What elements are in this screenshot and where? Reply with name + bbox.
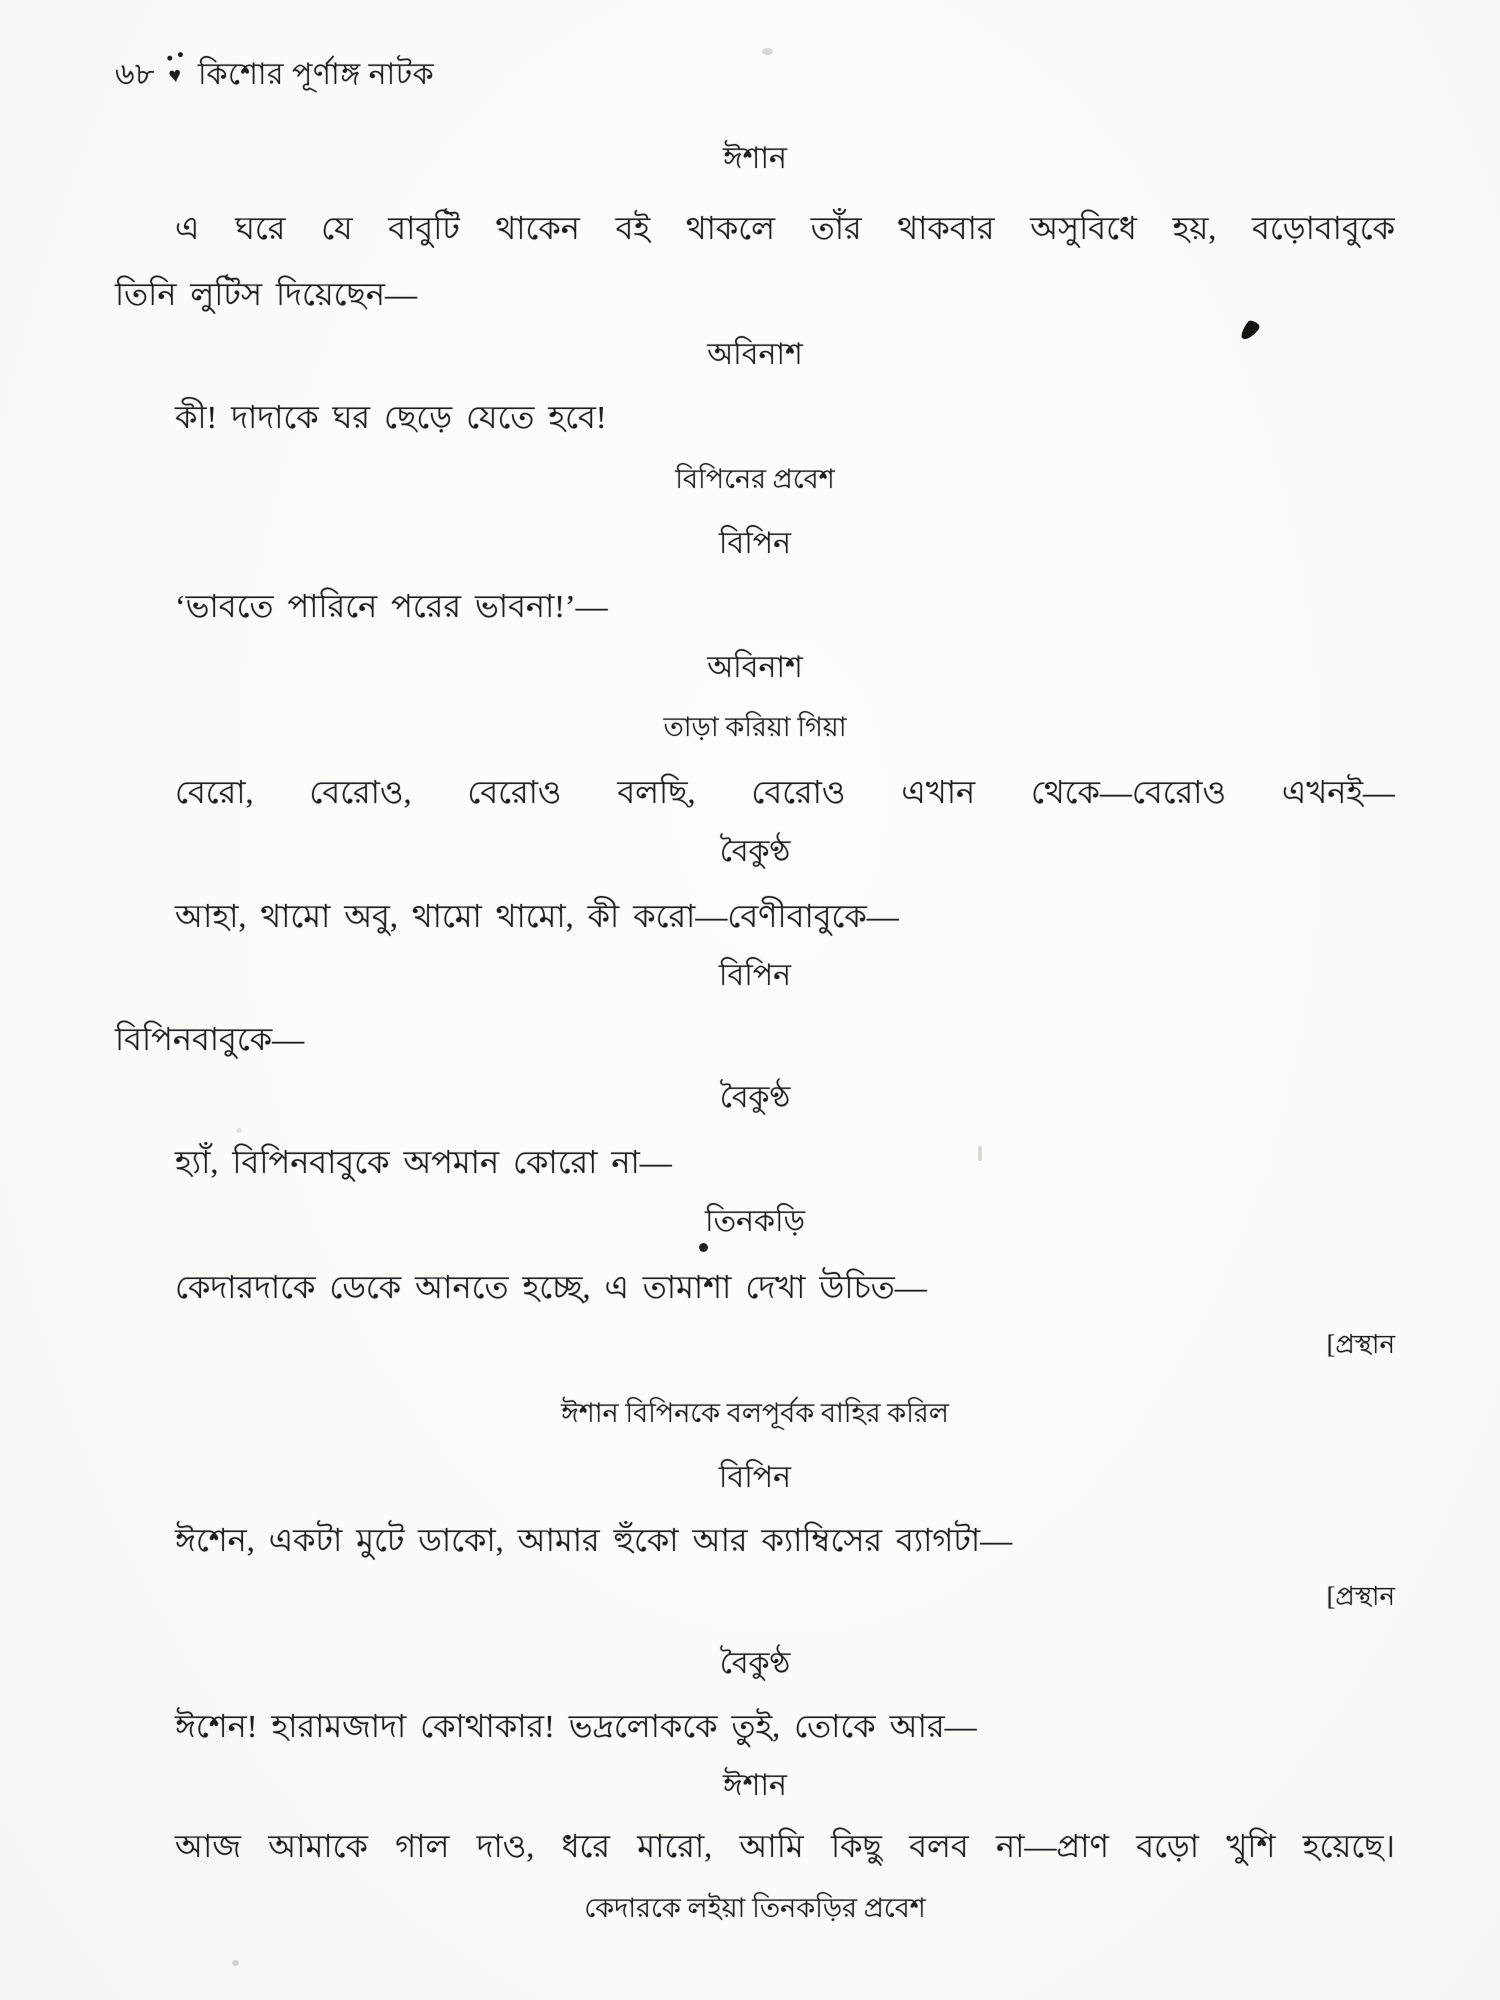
speaker-name: বৈকুণ্ঠ [719,1081,791,1114]
dialogue-line: বিপিনবাবুকে— [115,1021,305,1057]
exit-direction: [প্রস্থান [1326,1330,1395,1359]
ink-speck [236,1128,242,1133]
ink-speck [699,1243,708,1252]
stage-direction: বিপিনের প্রবেশ [675,464,835,494]
dialogue-line: ঈশেন, একটা মুটে ডাকো, আমার হুঁকো আর ক্যাম্বিসের ব্যাগটা— [175,1522,1013,1558]
stage-direction: ঈশান বিপিনকে বলপূর্বক বাহির করিল [561,1398,949,1428]
speaker-name: বৈকুণ্ঠ [719,1647,791,1680]
speaker-name: ঈশান [723,142,787,175]
exit-direction: [প্রস্থান [1326,1582,1395,1611]
dialogue-line: কী! দাদাকে ঘর ছেড়ে যেতে হবে! [175,399,607,435]
dialogue-line: এ ঘরে যে বাবুটি থাকেন বই থাকলে তাঁর থাকবার অসুবিধে হয়, বড়োবাবুকে [175,210,1395,246]
speaker-name: বিপিন [718,959,792,992]
ink-speck [978,1146,982,1161]
dialogue-line: আহা, থামো অবু, থামো থামো, কী করো—বেণীবাবুকে— [175,898,899,934]
page-header [115,56,1395,94]
dialogue-line: বেরো, বেরোও, বেরোও বলছি, বেরোও এখান থেকে—বেরোও এখনই— [175,774,1395,810]
floral-heart-icon: ♥ [167,61,183,89]
book-title: কিশোর পূর্ণাঙ্গ নাটক [197,58,435,91]
dialogue-line: ঈশেন! হারামজাদা কোথাকার! ভদ্রলোককে তুই, তোকে আর— [175,1708,977,1744]
page-number: ৬৮ [115,58,155,91]
speaker-name: ঈশান [723,1769,787,1802]
dialogue-line: ‘ভাবতে পারিনে পরের ভাবনা!’— [175,588,608,624]
ink-speck [762,48,773,55]
stage-direction: তাড়া করিয়া গিয়া [663,712,847,742]
speaker-name: তিনকড়ি [705,1205,805,1238]
speaker-name: বৈকুণ্ঠ [719,835,791,868]
dialogue-line: হ্যাঁ, বিপিনবাবুকে অপমান কোরো না— [175,1144,672,1180]
speaker-name: অবিনাশ [707,651,803,684]
dialogue-line: তিনি লুটিস দিয়েছেন— [115,276,418,312]
stage-direction: কেদারকে লইয়া তিনকড়ির প্রবেশ [584,1893,926,1923]
speaker-name: বিপিন [718,527,792,560]
speaker-name: অবিনাশ [707,338,803,371]
speaker-name: বিপিন [718,1461,792,1494]
ink-speck [232,1960,239,1966]
dialogue-line: কেদারদাকে ডেকে আনতে হচ্ছে, এ তামাশা দেখা উচিত— [175,1269,927,1305]
dialogue-line: আজ আমাকে গাল দাও, ধরে মারো, আমি কিছু বলব না—প্রাণ বড়ো খুশি হয়েছে। [175,1828,1395,1864]
